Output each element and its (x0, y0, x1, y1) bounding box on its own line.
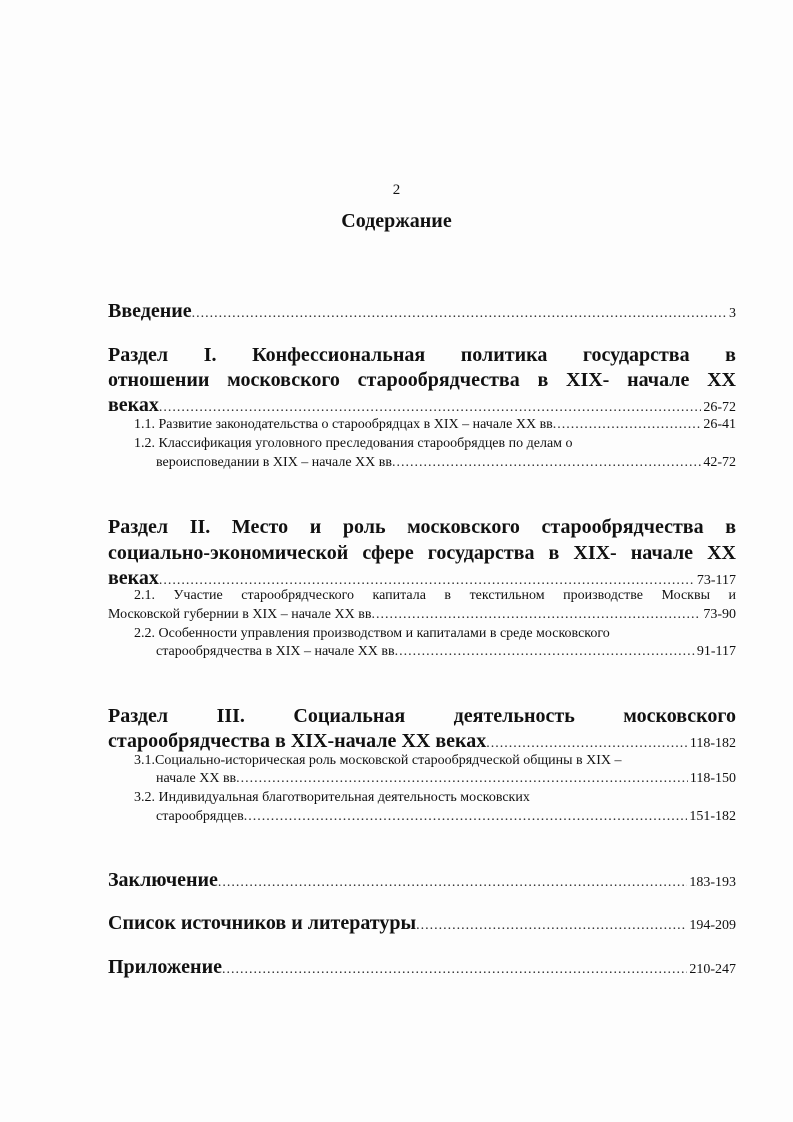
sub-1-1-label: 1.1. Развитие законодательства о старообрядцах в XIX – начале XX вв (134, 417, 553, 432)
leader-dots (395, 644, 695, 660)
toc-title: Содержание (341, 210, 452, 232)
sub-1-2-pages: 42-72 (703, 455, 736, 470)
section2-heading-line2: социально-экономической сфере государства в XIX- начале XX (108, 542, 736, 564)
toc-entry-1-1[interactable] (134, 417, 736, 433)
sub-2-2-line2: старообрядчества в XIX – начале XX вв (156, 644, 395, 659)
sub-1-2-line1: 1.2. Классификация уголовного преследования старообрядцев по делам о (134, 436, 573, 451)
toc-entry-sources[interactable] (108, 912, 736, 935)
leader-dots (371, 607, 701, 623)
toc-entry-intro[interactable] (108, 300, 736, 323)
section3-pages: 118-182 (689, 736, 736, 751)
leader-dots (244, 809, 688, 825)
section1-heading-line1: Раздел I. Конфессиональная политика государства в (108, 344, 736, 366)
sub-3-1-line2: начале XX вв (156, 771, 237, 786)
appendix-label: Приложение (108, 956, 222, 978)
toc-entry-section1[interactable] (108, 394, 736, 417)
leader-dots (192, 306, 727, 322)
page-number: 2 (392, 182, 401, 198)
section1-heading-line2: отношении московского старообрядчества в XIX- начале XX (108, 369, 736, 391)
sources-label: Список источников и литературы (108, 912, 417, 934)
toc-entry-section2[interactable] (108, 567, 736, 590)
sub-2-2-pages: 91-117 (696, 644, 736, 659)
sub-2-1-pages: 73-90 (703, 607, 736, 622)
toc-entry-2-1[interactable] (108, 607, 736, 623)
sub-2-1-line1: 2.1. Участие старообрядческого капитала в текстильном производстве Москвы и (134, 588, 736, 603)
toc-entry-section3[interactable] (108, 730, 736, 753)
section1-pages: 26-72 (703, 400, 736, 415)
sub-3-1-pages: 118-150 (689, 771, 736, 786)
section2-pages: 73-117 (696, 573, 736, 588)
sub-3-1-line1: 3.1.Социально-историческая роль московской старообрядческой общины в XIX – (134, 753, 622, 768)
section2-heading-line3: веках (108, 567, 159, 589)
section1-heading-line3: веках (108, 394, 159, 416)
conclusion-pages: 183-193 (689, 875, 736, 890)
intro-label: Введение (108, 300, 192, 322)
sub-1-1-pages: 26-41 (703, 417, 736, 432)
leader-dots (222, 962, 687, 978)
toc-entry-3-2[interactable] (156, 809, 736, 825)
leader-dots (236, 771, 688, 787)
sub-2-2-line1: 2.2. Особенности управления производством и капиталами в среде московского (134, 626, 610, 641)
toc-entry-1-2[interactable] (156, 455, 736, 471)
sub-2-1-line2: Московской губернии в XIX – начале XX вв (108, 607, 372, 622)
conclusion-label: Заключение (108, 869, 218, 891)
leader-dots (486, 736, 688, 752)
leader-dots (159, 400, 701, 416)
toc-entry-3-1[interactable] (156, 771, 736, 787)
sub-1-2-line2: вероисповедании в XIX – начале XX вв (156, 455, 392, 470)
sub-3-2-line1: 3.2. Индивидуальная благотворительная деятельность московских (134, 790, 530, 805)
intro-pages: 3 (729, 306, 736, 321)
toc-entry-conclusion[interactable] (108, 869, 736, 892)
toc-entry-appendix[interactable] (108, 956, 736, 979)
section3-heading-line2: старообрядчества в XIX-начале XX веках (108, 730, 487, 752)
toc-entry-2-2[interactable] (156, 644, 736, 660)
sub-3-2-line2: старообрядцев (156, 809, 244, 824)
leader-dots (553, 417, 702, 433)
leader-dots (218, 875, 687, 891)
sub-3-2-pages: 151-182 (689, 809, 736, 824)
section3-heading-line1: Раздел III. Социальная деятельность московского (108, 705, 736, 727)
section2-heading-line1: Раздел II. Место и роль московского старообрядчества в (108, 516, 736, 538)
leader-dots (392, 455, 701, 471)
sources-pages: 194-209 (689, 918, 736, 933)
leader-dots (416, 918, 687, 934)
appendix-pages: 210-247 (689, 962, 736, 977)
leader-dots (159, 573, 695, 589)
